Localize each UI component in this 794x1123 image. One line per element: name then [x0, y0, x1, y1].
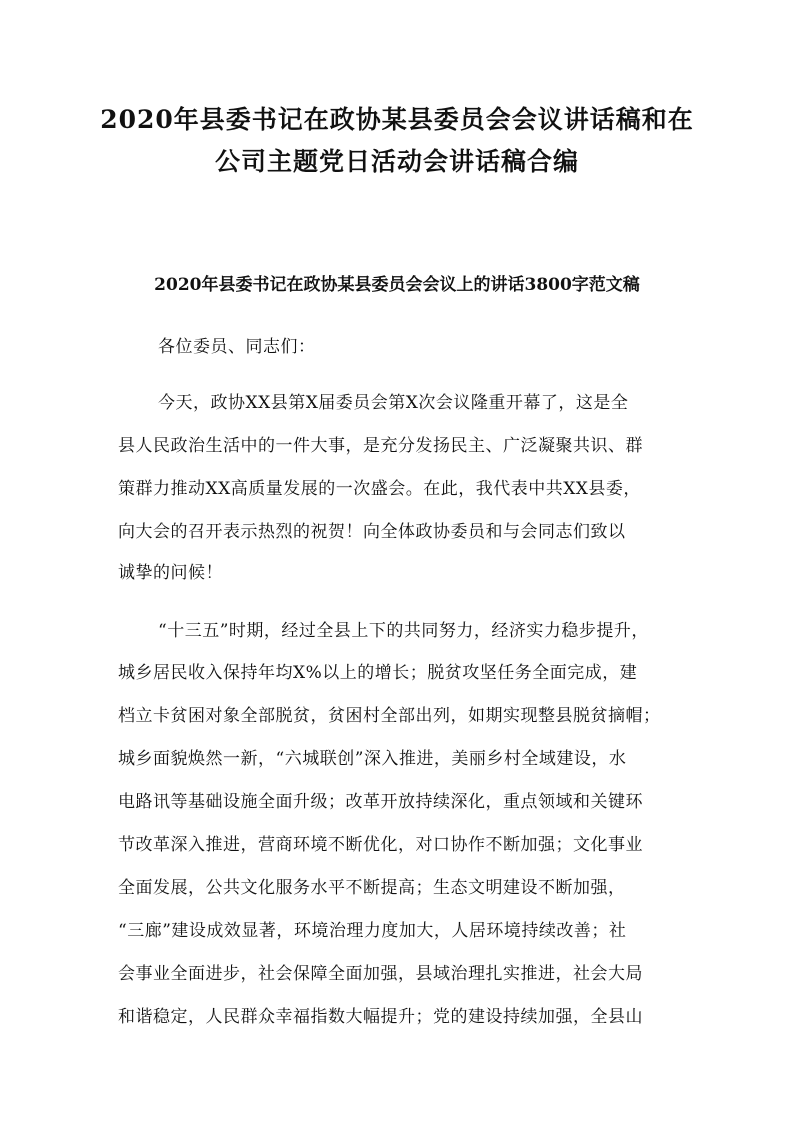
paragraph-1-line: 向大会的召开表示热烈的祝贺！向全体政协委员和与会同志们致以: [118, 522, 626, 542]
paragraph-2-line: 会事业全面进步，社会保障全面加强，县域治理扎实推进，社会大局: [118, 964, 643, 984]
speech-subtitle: 2020年县委书记在政协某县委员会会议上的讲话3800字范文稿: [154, 275, 640, 295]
paragraph-1-line: 县人民政治生活中的一件大事，是充分发扬民主、广泛凝聚共识、群: [118, 436, 643, 456]
paragraph-2-line: 城乡居民收入保持年均X%以上的增长；脱贫攻坚任务全面完成，建: [118, 663, 638, 683]
paragraph-1-line: 诚挚的问候！: [118, 563, 223, 583]
salutation: 各位委员、同志们：: [158, 337, 316, 357]
document-title-line-2: 公司主题党日活动会讲话稿合编: [214, 147, 579, 176]
paragraph-2-line: “三廊”建设成效显著，环境治理力度加大，人居环境持续改善；社: [118, 921, 627, 941]
paragraph-1-line: 策群力推动XX高质量发展的一次盛会。在此，我代表中共XX县委，: [118, 479, 641, 499]
document-title-line-1: 2020年县委书记在政协某县委员会会议讲话稿和在: [100, 105, 694, 134]
paragraph-2-line: 城乡面貌焕然一新，“六城联创”深入推进，美丽乡村全域建设，水: [118, 749, 627, 769]
paragraph-1-line: 今天，政协XX县第X届委员会第X次会议隆重开幕了，这是全: [158, 393, 629, 413]
paragraph-2-line: 档立卡贫困对象全部脱贫，贫困村全部出列，如期实现整县脱贫摘帽；: [118, 706, 661, 726]
paragraph-2-line: 全面发展，公共文化服务水平不断提高；生态文明建设不断加强，: [118, 878, 626, 898]
paragraph-2-line: 和谐稳定，人民群众幸福指数大幅提升；党的建设持续加强，全县山: [118, 1007, 643, 1027]
paragraph-2-line: “十三五”时期，经过全县上下的共同努力，经济实力稳步提升，: [158, 621, 649, 641]
paragraph-2-line: 电路讯等基础设施全面升级；改革开放持续深化，重点领域和关键环: [118, 792, 643, 812]
paragraph-2-line: 节改革深入推进，营商环境不断优化，对口协作不断加强；文化事业: [118, 835, 643, 855]
